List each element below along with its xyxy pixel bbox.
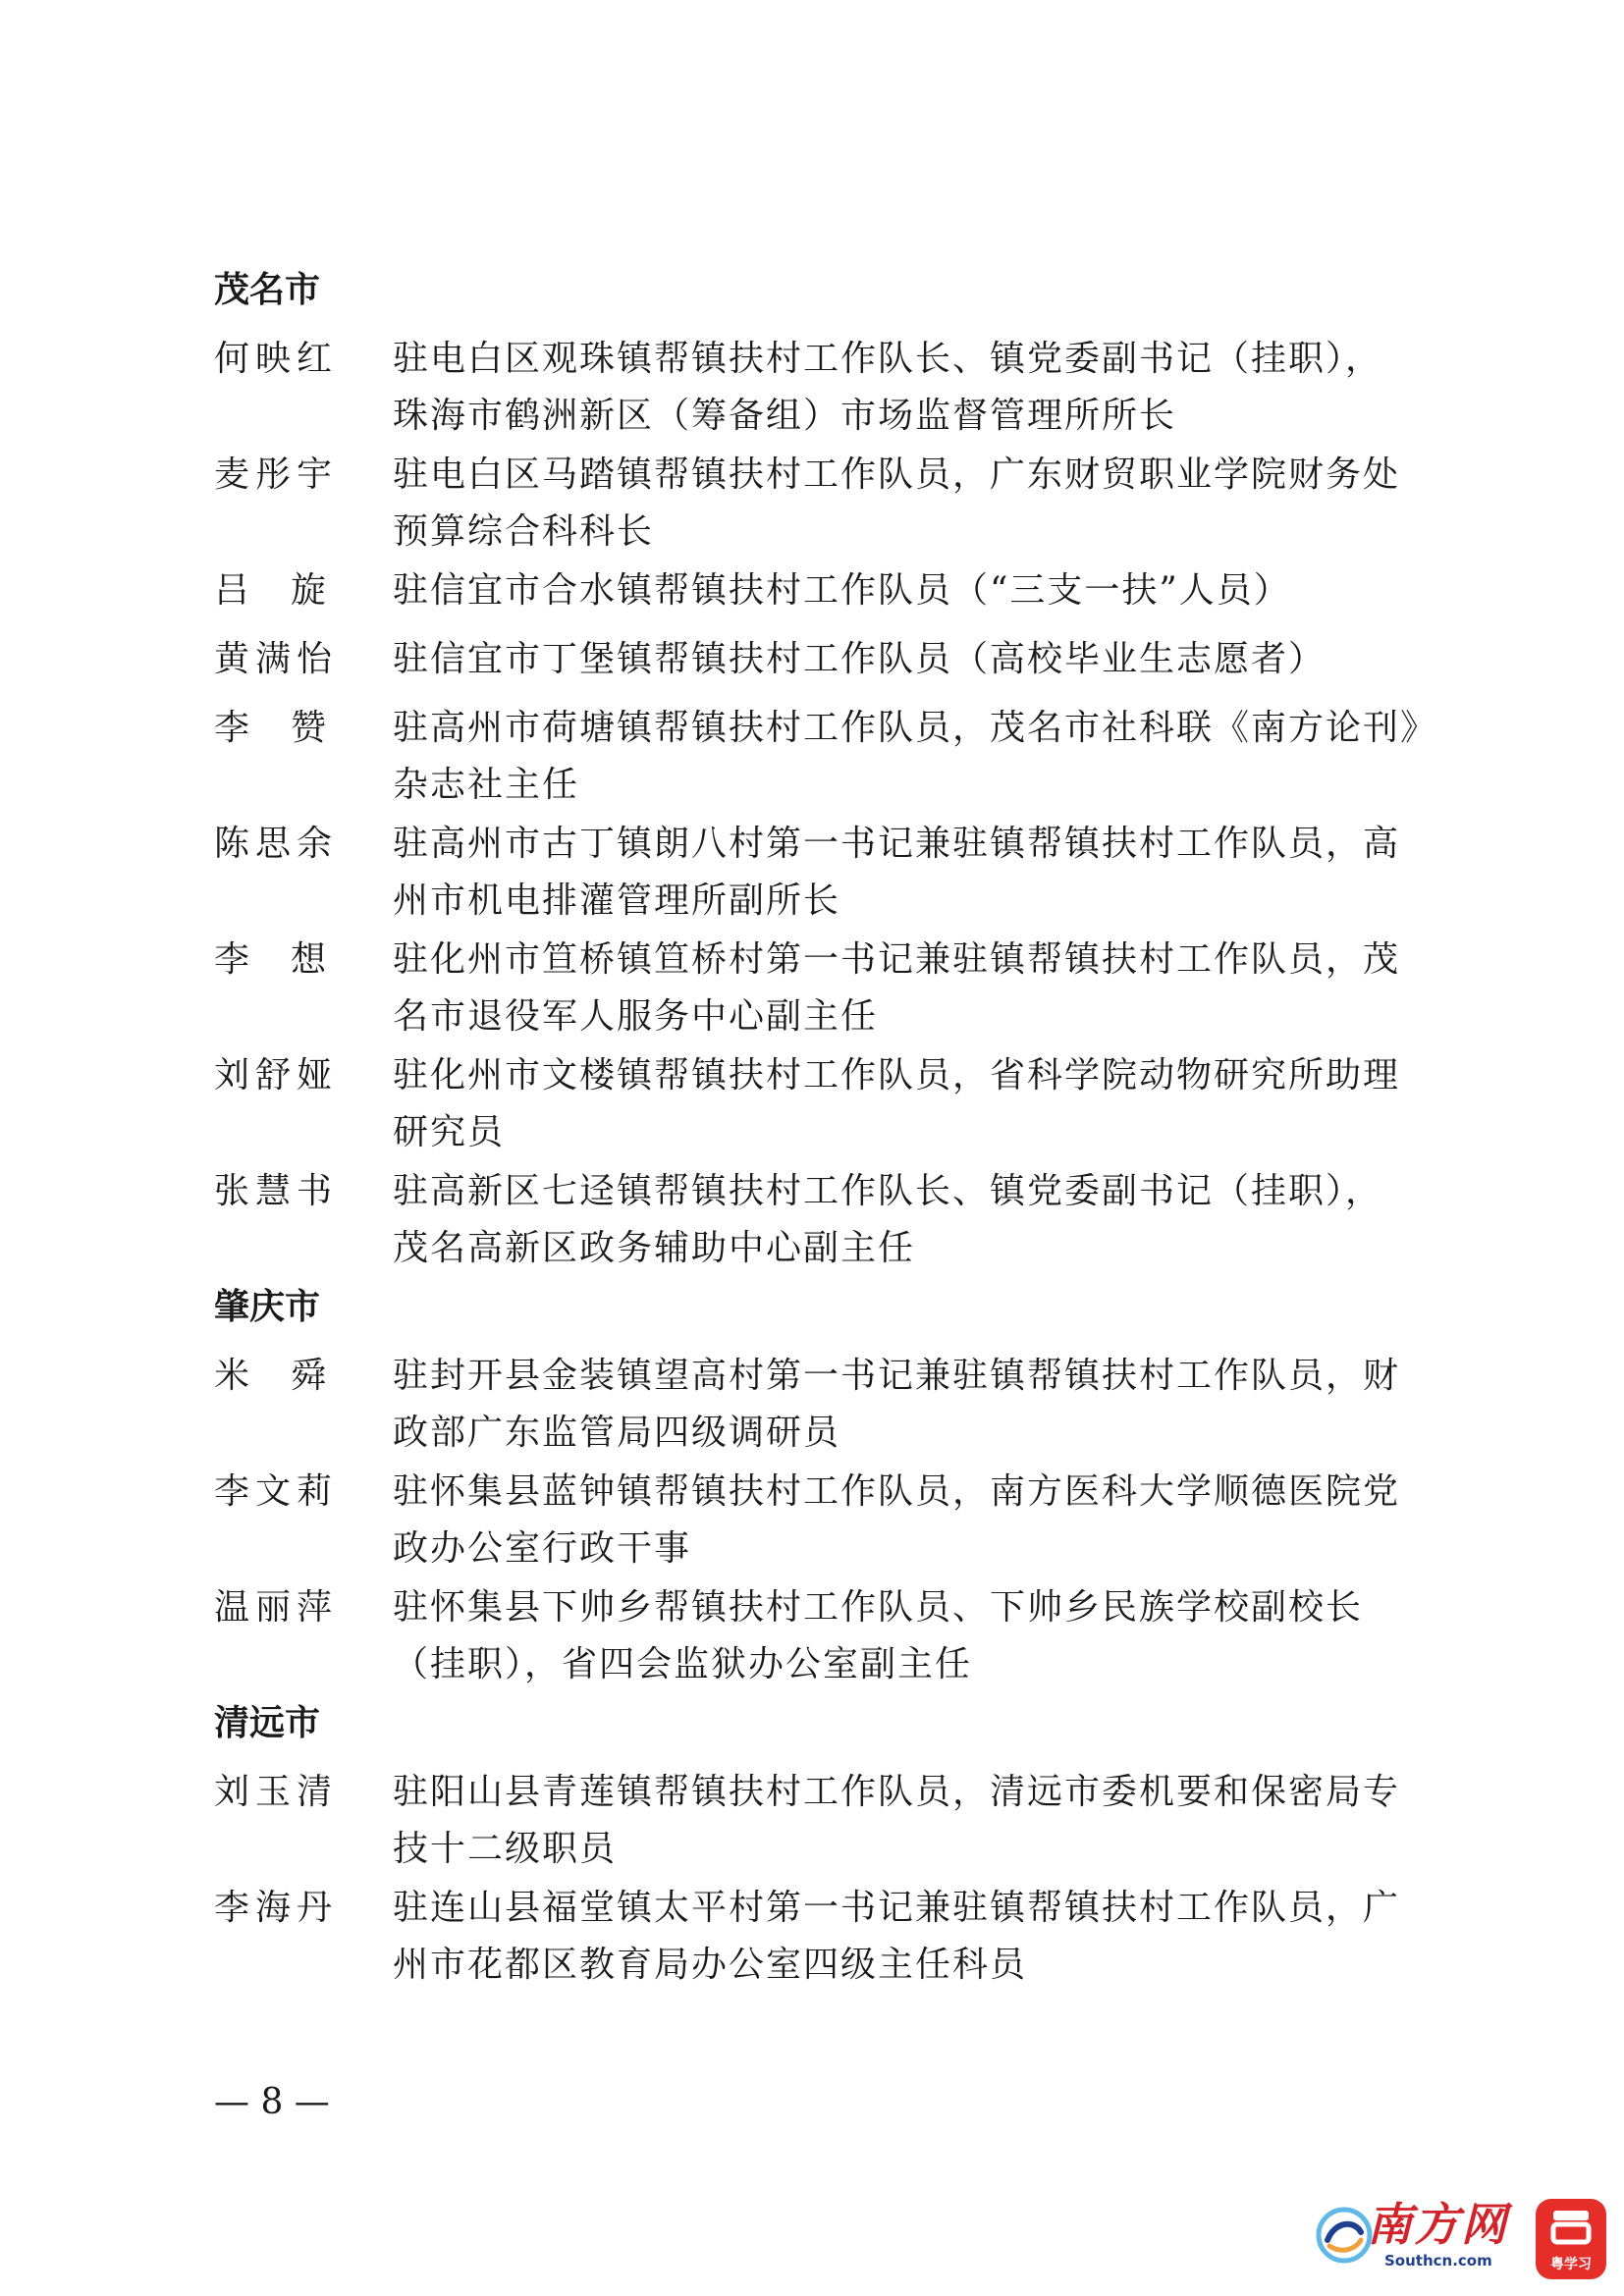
entry-line: 驻电白区观珠镇帮镇扶村工作队长、镇党委副书记（挂职）， bbox=[393, 339, 1383, 379]
southcn-title: 南方网 bbox=[1367, 2198, 1508, 2251]
entry-name: 李海丹 bbox=[214, 1888, 332, 1928]
yuexuexi-label: 粤学习 bbox=[1550, 2257, 1592, 2272]
entry-line: 驻化州市笪桥镇笪桥村第一书记兼驻镇帮镇扶村工作队员，茂 bbox=[393, 939, 1401, 980]
entry-line: 州市花都区教育局办公室四级主任科员 bbox=[393, 1945, 1028, 1985]
entry-line: 预算综合科科长 bbox=[393, 511, 655, 552]
entry-line: 政办公室行政干事 bbox=[393, 1528, 692, 1569]
entry-line: 州市机电排灌管理所副所长 bbox=[393, 881, 841, 921]
southcn-watermark bbox=[1316, 2195, 1610, 2283]
entry-line: 研究员 bbox=[393, 1112, 506, 1152]
entry-line: 珠海市鹤洲新区（筹备组）市场监督管理所所长 bbox=[393, 396, 1177, 436]
yuexuexi-app-icon bbox=[1536, 2199, 1606, 2279]
page-number: — 8 — bbox=[214, 2082, 330, 2122]
entry-line: 驻信宜市合水镇帮镇扶村工作队员（“三支一扶”人员） bbox=[393, 570, 1291, 611]
entry-line: 驻高州市荷塘镇帮镇扶村工作队员，茂名市社科联《南方论刊》 bbox=[393, 708, 1438, 748]
entry-line: 名市退役军人服务中心副主任 bbox=[393, 996, 879, 1037]
entry-line: 驻阳山县青莲镇帮镇扶村工作队员，清远市委机要和保密局专 bbox=[393, 1772, 1401, 1812]
entry-name: 刘玉清 bbox=[214, 1772, 332, 1812]
entry-name: 陈思余 bbox=[214, 824, 332, 864]
entry-line: 驻怀集县蓝钟镇帮镇扶村工作队员，南方医科大学顺德医院党 bbox=[393, 1471, 1401, 1512]
entry-line: 茂名高新区政务辅助中心副主任 bbox=[393, 1228, 916, 1268]
entry-line: 杂志社主任 bbox=[393, 765, 580, 805]
yuexuexi-glyph-icon bbox=[1549, 2205, 1593, 2248]
entry-line: 驻电白区马踏镇帮镇扶村工作队员，广东财贸职业学院财务处 bbox=[393, 454, 1401, 495]
entry-line: 政部广东监管局四级调研员 bbox=[393, 1413, 841, 1453]
entry-line: 驻怀集县下帅乡帮镇扶村工作队员、下帅乡民族学校副校长 bbox=[393, 1587, 1364, 1628]
entry-line: 技十二级职员 bbox=[393, 1829, 618, 1869]
entry-name: 温丽萍 bbox=[214, 1587, 332, 1628]
section-title-zhaoqing: 肇庆市 bbox=[214, 1287, 321, 1327]
entry-line: （挂职），省四会监狱办公室副主任 bbox=[393, 1644, 973, 1684]
entry-name: 黄满怡 bbox=[214, 639, 332, 679]
section-title-qingyuan: 清远市 bbox=[214, 1703, 321, 1743]
entry-name: 米舜 bbox=[214, 1356, 326, 1396]
entry-name: 张慧书 bbox=[214, 1171, 332, 1211]
entry-name: 李赞 bbox=[214, 708, 326, 748]
southcn-swirl-icon bbox=[1316, 2207, 1373, 2264]
entry-name: 李文莉 bbox=[214, 1471, 332, 1512]
entry-line: 驻化州市文楼镇帮镇扶村工作队员，省科学院动物研究所助理 bbox=[393, 1055, 1401, 1095]
entry-name: 麦彤宇 bbox=[214, 454, 332, 495]
entry-line: 驻封开县金装镇望高村第一书记兼驻镇帮镇扶村工作队员，财 bbox=[393, 1356, 1401, 1396]
entry-line: 驻高新区七迳镇帮镇扶村工作队长、镇党委副书记（挂职）， bbox=[393, 1171, 1383, 1211]
entry-line: 驻连山县福堂镇太平村第一书记兼驻镇帮镇扶村工作队员，广 bbox=[393, 1888, 1401, 1928]
southcn-url: Southcn.com bbox=[1384, 2252, 1492, 2269]
entry-name: 吕旋 bbox=[214, 570, 326, 611]
section-title-maoming: 茂名市 bbox=[214, 270, 321, 310]
entry-name: 李想 bbox=[214, 939, 326, 980]
entry-name: 何映红 bbox=[214, 339, 332, 379]
entry-name: 刘舒娅 bbox=[214, 1055, 332, 1095]
entry-line: 驻信宜市丁堡镇帮镇扶村工作队员（高校毕业生志愿者） bbox=[393, 639, 1326, 679]
entry-line: 驻高州市古丁镇朗八村第一书记兼驻镇帮镇扶村工作队员，高 bbox=[393, 824, 1401, 864]
